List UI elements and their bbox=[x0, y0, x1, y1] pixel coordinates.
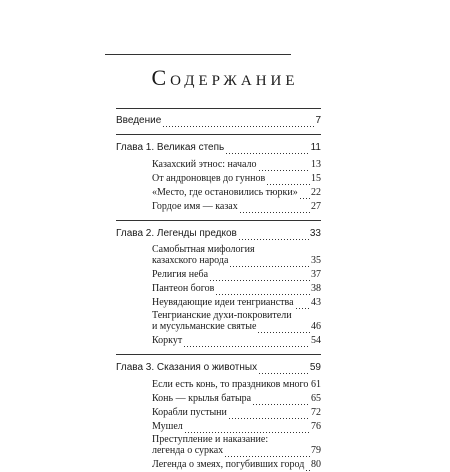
dot-leader bbox=[162, 118, 314, 128]
chapter-title: Глава 2. Легенды предков bbox=[116, 228, 237, 239]
entry-page: 76 bbox=[311, 421, 321, 432]
chapter-page: 59 bbox=[309, 362, 321, 373]
entry-title: Религия неба bbox=[152, 269, 209, 280]
toc-entry[interactable] bbox=[116, 334, 321, 348]
dot-leader bbox=[252, 396, 310, 406]
toc-entry[interactable] bbox=[116, 320, 321, 334]
table-of-contents bbox=[116, 108, 321, 472]
dot-leader bbox=[257, 324, 310, 334]
dot-leader bbox=[184, 424, 310, 434]
toc-entry[interactable] bbox=[116, 406, 321, 420]
entry-title: казахского народа bbox=[152, 255, 229, 266]
dot-leader bbox=[238, 231, 309, 241]
toc-chapter-1[interactable] bbox=[116, 141, 321, 155]
entry-title: Если есть конь, то праздников много bbox=[152, 379, 309, 390]
entry-page: 35 bbox=[311, 255, 321, 266]
dot-leader bbox=[225, 145, 309, 155]
divider bbox=[116, 220, 321, 221]
dot-leader bbox=[295, 300, 310, 310]
chapter-page: 11 bbox=[310, 142, 321, 153]
entry-title-line: Преступление и наказание: bbox=[152, 434, 269, 445]
dot-leader bbox=[258, 162, 311, 172]
entry-title: Конь — крылья батыра bbox=[152, 393, 252, 404]
toc-entry[interactable] bbox=[116, 172, 321, 186]
entry-title: Легенда о змеях, погубивших город bbox=[152, 459, 305, 470]
toc-entry[interactable] bbox=[116, 158, 321, 172]
entry-page: 46 bbox=[311, 321, 321, 332]
entry-title: Введение bbox=[116, 115, 162, 126]
entry-page: 79 bbox=[311, 445, 321, 456]
entry-title: Корабли пустыни bbox=[152, 407, 227, 418]
toc-entry[interactable] bbox=[116, 458, 321, 472]
dot-leader bbox=[209, 272, 310, 282]
toc-entry[interactable] bbox=[116, 420, 321, 434]
toc-chapter-3[interactable] bbox=[116, 361, 321, 375]
entry-title: Неувядающие идеи тенгрианства bbox=[152, 297, 294, 308]
entry-page: 80 bbox=[311, 459, 321, 470]
entry-page: 22 bbox=[311, 187, 321, 198]
entry-title: и мусульманские святые bbox=[152, 321, 257, 332]
entry-page: 38 bbox=[311, 283, 321, 294]
dot-leader bbox=[228, 410, 310, 420]
toc-entry[interactable] bbox=[116, 186, 321, 200]
toc-entry[interactable] bbox=[116, 296, 321, 310]
entry-page: 54 bbox=[311, 335, 321, 346]
entry-title: Коркут bbox=[152, 335, 183, 346]
dot-leader bbox=[229, 258, 310, 268]
entry-page: 72 bbox=[311, 407, 321, 418]
dot-leader bbox=[309, 382, 310, 392]
entry-title: легенда о сурках bbox=[152, 445, 224, 456]
entry-title: «Место, где остановились тюрки» bbox=[152, 187, 298, 198]
entry-page: 65 bbox=[311, 393, 321, 404]
entry-title: Гордое имя — казах bbox=[152, 201, 238, 212]
chapter-page: 33 bbox=[309, 228, 321, 239]
chapter-title: Глава 3. Сказания о животных bbox=[116, 362, 258, 373]
dot-leader bbox=[299, 190, 310, 200]
dot-leader bbox=[266, 176, 310, 186]
toc-entry[interactable] bbox=[116, 254, 321, 268]
entry-title: Мушел bbox=[152, 421, 183, 432]
toc-entry[interactable] bbox=[116, 282, 321, 296]
chapter-title: Глава 1. Великая степь bbox=[116, 142, 225, 153]
dot-leader bbox=[215, 286, 310, 296]
entry-page: 27 bbox=[311, 201, 321, 212]
top-rule bbox=[105, 54, 291, 55]
dot-leader bbox=[183, 338, 310, 348]
dot-leader bbox=[305, 462, 310, 472]
divider bbox=[116, 354, 321, 355]
entry-page: 61 bbox=[311, 379, 321, 390]
page-title: Содержание bbox=[151, 65, 299, 90]
entry-title: Казахский этнос: начало bbox=[152, 159, 257, 170]
toc-entry[interactable] bbox=[116, 444, 321, 458]
entry-title-line: Тенгрианские духи-покровители bbox=[152, 310, 292, 321]
entry-page: 7 bbox=[315, 115, 321, 126]
toc-entry[interactable] bbox=[116, 200, 321, 214]
entry-page: 37 bbox=[311, 269, 321, 280]
entry-page: 43 bbox=[311, 297, 321, 308]
toc-entry[interactable] bbox=[116, 268, 321, 282]
toc-entry[interactable] bbox=[116, 378, 321, 392]
dot-leader bbox=[258, 365, 309, 375]
entry-page: 15 bbox=[311, 173, 321, 184]
toc-entry-intro[interactable] bbox=[116, 114, 321, 128]
divider bbox=[116, 134, 321, 135]
dot-leader bbox=[239, 204, 310, 214]
divider bbox=[116, 108, 321, 109]
entry-page: 13 bbox=[311, 159, 321, 170]
toc-chapter-2[interactable] bbox=[116, 227, 321, 241]
entry-title-line: Самобытная мифология bbox=[152, 244, 255, 255]
toc-entry[interactable] bbox=[116, 392, 321, 406]
entry-title: Пантеон богов bbox=[152, 283, 215, 294]
entry-title: От андроновцев до гуннов bbox=[152, 173, 266, 184]
